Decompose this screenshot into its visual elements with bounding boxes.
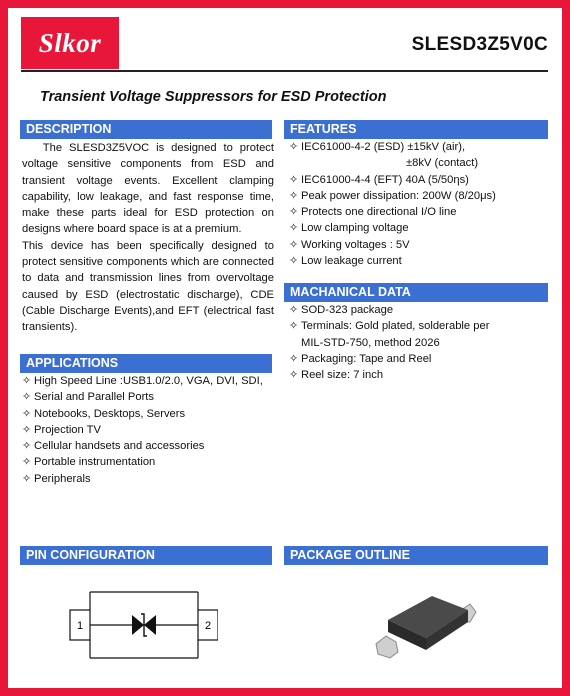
list-item: ✧ Packaging: Tape and Reel xyxy=(289,351,489,367)
part-number: SLESD3Z5V0C xyxy=(411,34,548,55)
list-item: ✧ Notebooks, Desktops, Servers xyxy=(22,406,263,422)
list-item: ✧ Terminals: Gold plated, solderable per xyxy=(289,318,489,334)
pin-1-label: 1 xyxy=(76,620,84,632)
pin-config-heading: PIN CONFIGURATION xyxy=(20,546,272,565)
list-item: ✧ SOD-323 package xyxy=(289,302,489,318)
bullet-icon: ✧ xyxy=(289,304,299,316)
applications-list xyxy=(22,373,263,487)
list-item: ✧ IEC61000-4-4 (EFT) 40A (5/50ηs) xyxy=(289,172,496,188)
bullet-icon: ✧ xyxy=(22,391,32,404)
page-subtitle: Transient Voltage Suppressors for ESD Protection xyxy=(40,89,387,105)
bullet-icon: ✧ xyxy=(289,141,299,153)
list-item: ✧ Serial and Parallel Ports xyxy=(22,389,263,405)
list-item: ✧ Low clamping voltage xyxy=(289,220,496,236)
sod323-package-image xyxy=(372,586,482,666)
bullet-icon: ✧ xyxy=(22,375,32,387)
list-item: MIL-STD-750, method 2026 xyxy=(301,336,440,349)
applications-heading: APPLICATIONS xyxy=(20,354,272,373)
package-lead-left xyxy=(376,636,398,658)
mechanical-heading: MACHANICAL DATA xyxy=(284,283,548,302)
diode-triangle-right xyxy=(144,615,156,635)
diode-triangle-left xyxy=(132,615,144,635)
list-item: ✧ Cellular handsets and accessories xyxy=(22,438,263,454)
list-item: ✧ Low leakage current xyxy=(289,253,496,269)
list-item: ✧ Peripherals xyxy=(22,471,263,487)
package-outline-heading: PACKAGE OUTLINE xyxy=(284,546,548,565)
bullet-icon: ✧ xyxy=(22,440,32,453)
description-text xyxy=(22,140,274,336)
list-item: ✧ Projection TV xyxy=(22,422,263,438)
description-para-1: The SLESD3Z5VOC is designed to protect voltage sensitive components from ESD and transient voltage events. Excellent clamping capability, low leakage, and fast response time, make these parts ideal for ESD protection on designs where board space is at a premium. xyxy=(22,142,274,236)
description-para-2: This device has been specifically designed to protect sensitive components which are connected to data and transmission lines from overvoltage caused by ESD (electrostatic discharge), CDE (Cable Discharge Events),and EFT (electrical fast transients). xyxy=(22,239,274,334)
description-heading: DESCRIPTION xyxy=(20,120,272,139)
bullet-icon: ✧ xyxy=(22,456,32,469)
bullet-icon: ✧ xyxy=(289,320,299,333)
mechanical-list xyxy=(289,302,489,383)
bullet-icon: ✧ xyxy=(289,238,299,251)
list-item: ✧ Portable instrumentation xyxy=(22,454,263,470)
list-item: ✧ Reel size: 7 inch xyxy=(289,367,489,383)
bullet-icon: ✧ xyxy=(22,407,32,420)
list-item: ✧ Peak power dissipation: 200W (8/20μs) xyxy=(289,188,496,204)
bullet-icon: ✧ xyxy=(289,369,299,382)
features-list xyxy=(289,139,496,269)
list-item: ✧ IEC61000-4-2 (ESD) ±15kV (air), xyxy=(289,139,496,155)
bullet-icon: ✧ xyxy=(289,173,299,186)
brand-logo: Slkor xyxy=(21,17,119,69)
list-item: ✧ Working voltages : 5V xyxy=(289,237,496,253)
bullet-icon: ✧ xyxy=(289,255,299,268)
features-heading: FEATURES xyxy=(284,120,548,139)
bullet-icon: ✧ xyxy=(289,189,299,202)
bullet-icon: ✧ xyxy=(289,206,299,219)
list-item: ✧ High Speed Line :USB1.0/2.0, VGA, DVI, SDI, xyxy=(22,373,263,389)
pin-configuration-diagram xyxy=(68,584,218,664)
pin-2-label: 2 xyxy=(204,620,212,632)
bullet-icon: ✧ xyxy=(289,352,299,365)
list-item: ±8kV (contact) xyxy=(406,157,479,170)
bullet-icon: ✧ xyxy=(289,222,299,235)
bullet-icon: ✧ xyxy=(22,423,32,436)
list-item: ✧ Protects one directional I/O line xyxy=(289,204,496,220)
header-rule xyxy=(21,70,548,72)
bullet-icon: ✧ xyxy=(22,472,32,485)
datasheet-page xyxy=(8,8,562,688)
